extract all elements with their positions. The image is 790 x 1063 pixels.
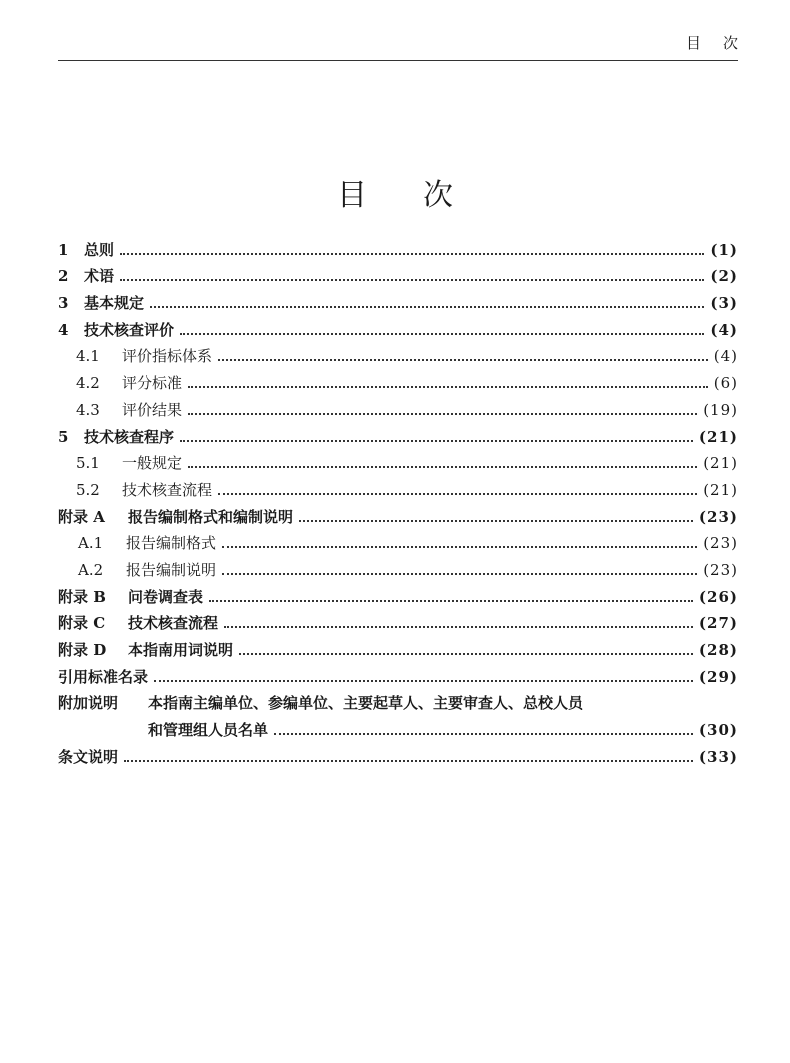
- toc-entry-page: (2): [710, 267, 738, 286]
- toc-entry-number: 4.1: [76, 347, 100, 366]
- dot-leader: [180, 333, 704, 335]
- toc-entry-page: (29): [698, 667, 738, 686]
- toc-entry-label: 技术核查程序: [84, 427, 175, 446]
- toc-entry-page: (1): [710, 240, 738, 259]
- dot-leader: [188, 466, 697, 468]
- dot-leader: [218, 359, 708, 361]
- toc-entry-page: (4): [713, 347, 738, 366]
- toc-entry-label: 总则: [84, 240, 115, 259]
- dot-leader: [188, 413, 697, 415]
- toc-entry-label: 报告编制格式和编制说明: [128, 507, 294, 526]
- toc-entry-page: (4): [710, 320, 738, 339]
- toc-entry[interactable]: [58, 233, 738, 260]
- toc-entry-label: 条文说明: [58, 747, 119, 766]
- toc-entry-first-line[interactable]: [58, 687, 738, 714]
- dot-leader: [124, 760, 693, 762]
- running-head-right: 次: [722, 34, 738, 52]
- table-of-contents: [58, 233, 738, 767]
- toc-entry[interactable]: [58, 527, 738, 554]
- toc-entry-number: 4.2: [76, 374, 100, 393]
- toc-entry[interactable]: [58, 580, 738, 607]
- toc-entry[interactable]: [58, 660, 738, 687]
- dot-leader: [224, 626, 693, 628]
- toc-entry-number: 附录 A: [58, 507, 105, 526]
- toc-entry[interactable]: [58, 607, 738, 634]
- dot-leader: [188, 386, 708, 388]
- toc-entry-label: 评价指标体系: [122, 347, 213, 366]
- toc-entry-page: (30): [698, 721, 738, 740]
- toc-entry-number: 4: [58, 320, 69, 339]
- toc-entry-number: 附录 D: [58, 641, 107, 659]
- toc-entry-label-continued: 和管理组人员名单: [148, 721, 269, 740]
- dot-leader: [222, 573, 697, 575]
- toc-entry-label: 问卷调查表: [128, 587, 204, 606]
- toc-entry-number: 附录 C: [58, 614, 106, 633]
- toc-entry[interactable]: [58, 260, 738, 287]
- toc-entry[interactable]: [58, 500, 738, 527]
- dot-leader: [120, 279, 704, 281]
- toc-entry-continuation[interactable]: [58, 713, 738, 740]
- running-head: [58, 32, 738, 53]
- dot-leader: [274, 733, 693, 735]
- toc-entry-label: 本指南用词说明: [128, 641, 234, 659]
- toc-entry-label: 一般规定: [122, 454, 183, 473]
- page-title-left: 目: [337, 178, 367, 213]
- toc-entry-page: (23): [703, 560, 738, 579]
- toc-entry-page: (27): [698, 614, 738, 633]
- toc-entry-number: 4.3: [76, 400, 100, 419]
- toc-entry-label: 本指南主编单位、参编单位、主要起草人、主要审查人、总校人员: [148, 694, 584, 713]
- toc-entry-page: (21): [703, 454, 738, 473]
- toc-entry-page: (33): [698, 747, 738, 766]
- toc-entry[interactable]: [58, 420, 738, 447]
- toc-entry-label: 报告编制说明: [126, 560, 217, 579]
- dot-leader: [154, 680, 693, 682]
- toc-entry-number: 附加说明: [58, 694, 119, 713]
- toc-entry-page: (23): [703, 534, 738, 553]
- page-title-right: 次: [423, 178, 453, 213]
- toc-entry-page: (26): [698, 587, 738, 606]
- dot-leader: [222, 546, 697, 548]
- toc-entry-label: 技术核查流程: [128, 614, 219, 633]
- toc-entry[interactable]: [58, 393, 738, 420]
- toc-entry-label: 评分标准: [122, 374, 183, 393]
- toc-entry-number: 5.1: [76, 454, 100, 473]
- toc-entry-label: 报告编制格式: [126, 534, 217, 553]
- toc-entry-page: (21): [703, 480, 738, 499]
- toc-entry-number: 5.2: [76, 480, 100, 499]
- dot-leader: [299, 520, 693, 522]
- toc-entry-label: 术语: [84, 267, 115, 286]
- dot-leader: [120, 253, 704, 255]
- toc-entry-label: 引用标准名录: [58, 667, 149, 686]
- toc-entry-page: (21): [698, 427, 738, 446]
- toc-entry-label: 基本规定: [84, 294, 145, 313]
- toc-entry[interactable]: [58, 313, 738, 340]
- toc-entry-number: 2: [58, 267, 69, 286]
- header-rule: [58, 60, 738, 61]
- toc-entry[interactable]: [58, 633, 738, 660]
- toc-entry-label: 技术核查流程: [122, 480, 213, 499]
- toc-entry[interactable]: [58, 447, 738, 474]
- toc-entry[interactable]: [58, 473, 738, 500]
- toc-entry-page: (3): [710, 294, 738, 313]
- dot-leader: [209, 600, 693, 602]
- dot-leader: [239, 653, 693, 655]
- toc-entry-label: 评价结果: [122, 400, 183, 419]
- toc-entry[interactable]: [58, 366, 738, 393]
- toc-entry-page: (19): [703, 400, 738, 419]
- running-head-left: 目: [685, 34, 701, 52]
- toc-entry-number: 5: [58, 427, 69, 446]
- toc-entry-page: (23): [698, 507, 738, 526]
- toc-entry-number: A.2: [78, 560, 104, 579]
- dot-leader: [218, 493, 697, 495]
- toc-entry-number: A.1: [78, 534, 104, 553]
- toc-entry-number: 1: [58, 240, 69, 259]
- toc-entry[interactable]: [58, 553, 738, 580]
- dot-leader: [150, 306, 704, 308]
- page-title: [0, 170, 790, 214]
- toc-entry-number: 3: [58, 294, 69, 313]
- toc-entry-number: 附录 B: [58, 587, 106, 606]
- toc-entry-label: 技术核查评价: [84, 320, 175, 339]
- toc-entry[interactable]: [58, 340, 738, 367]
- toc-entry-page: (6): [713, 374, 738, 393]
- dot-leader: [180, 440, 693, 442]
- toc-entry[interactable]: [58, 740, 738, 767]
- toc-entry[interactable]: [58, 286, 738, 313]
- toc-entry-page: (28): [698, 641, 738, 659]
